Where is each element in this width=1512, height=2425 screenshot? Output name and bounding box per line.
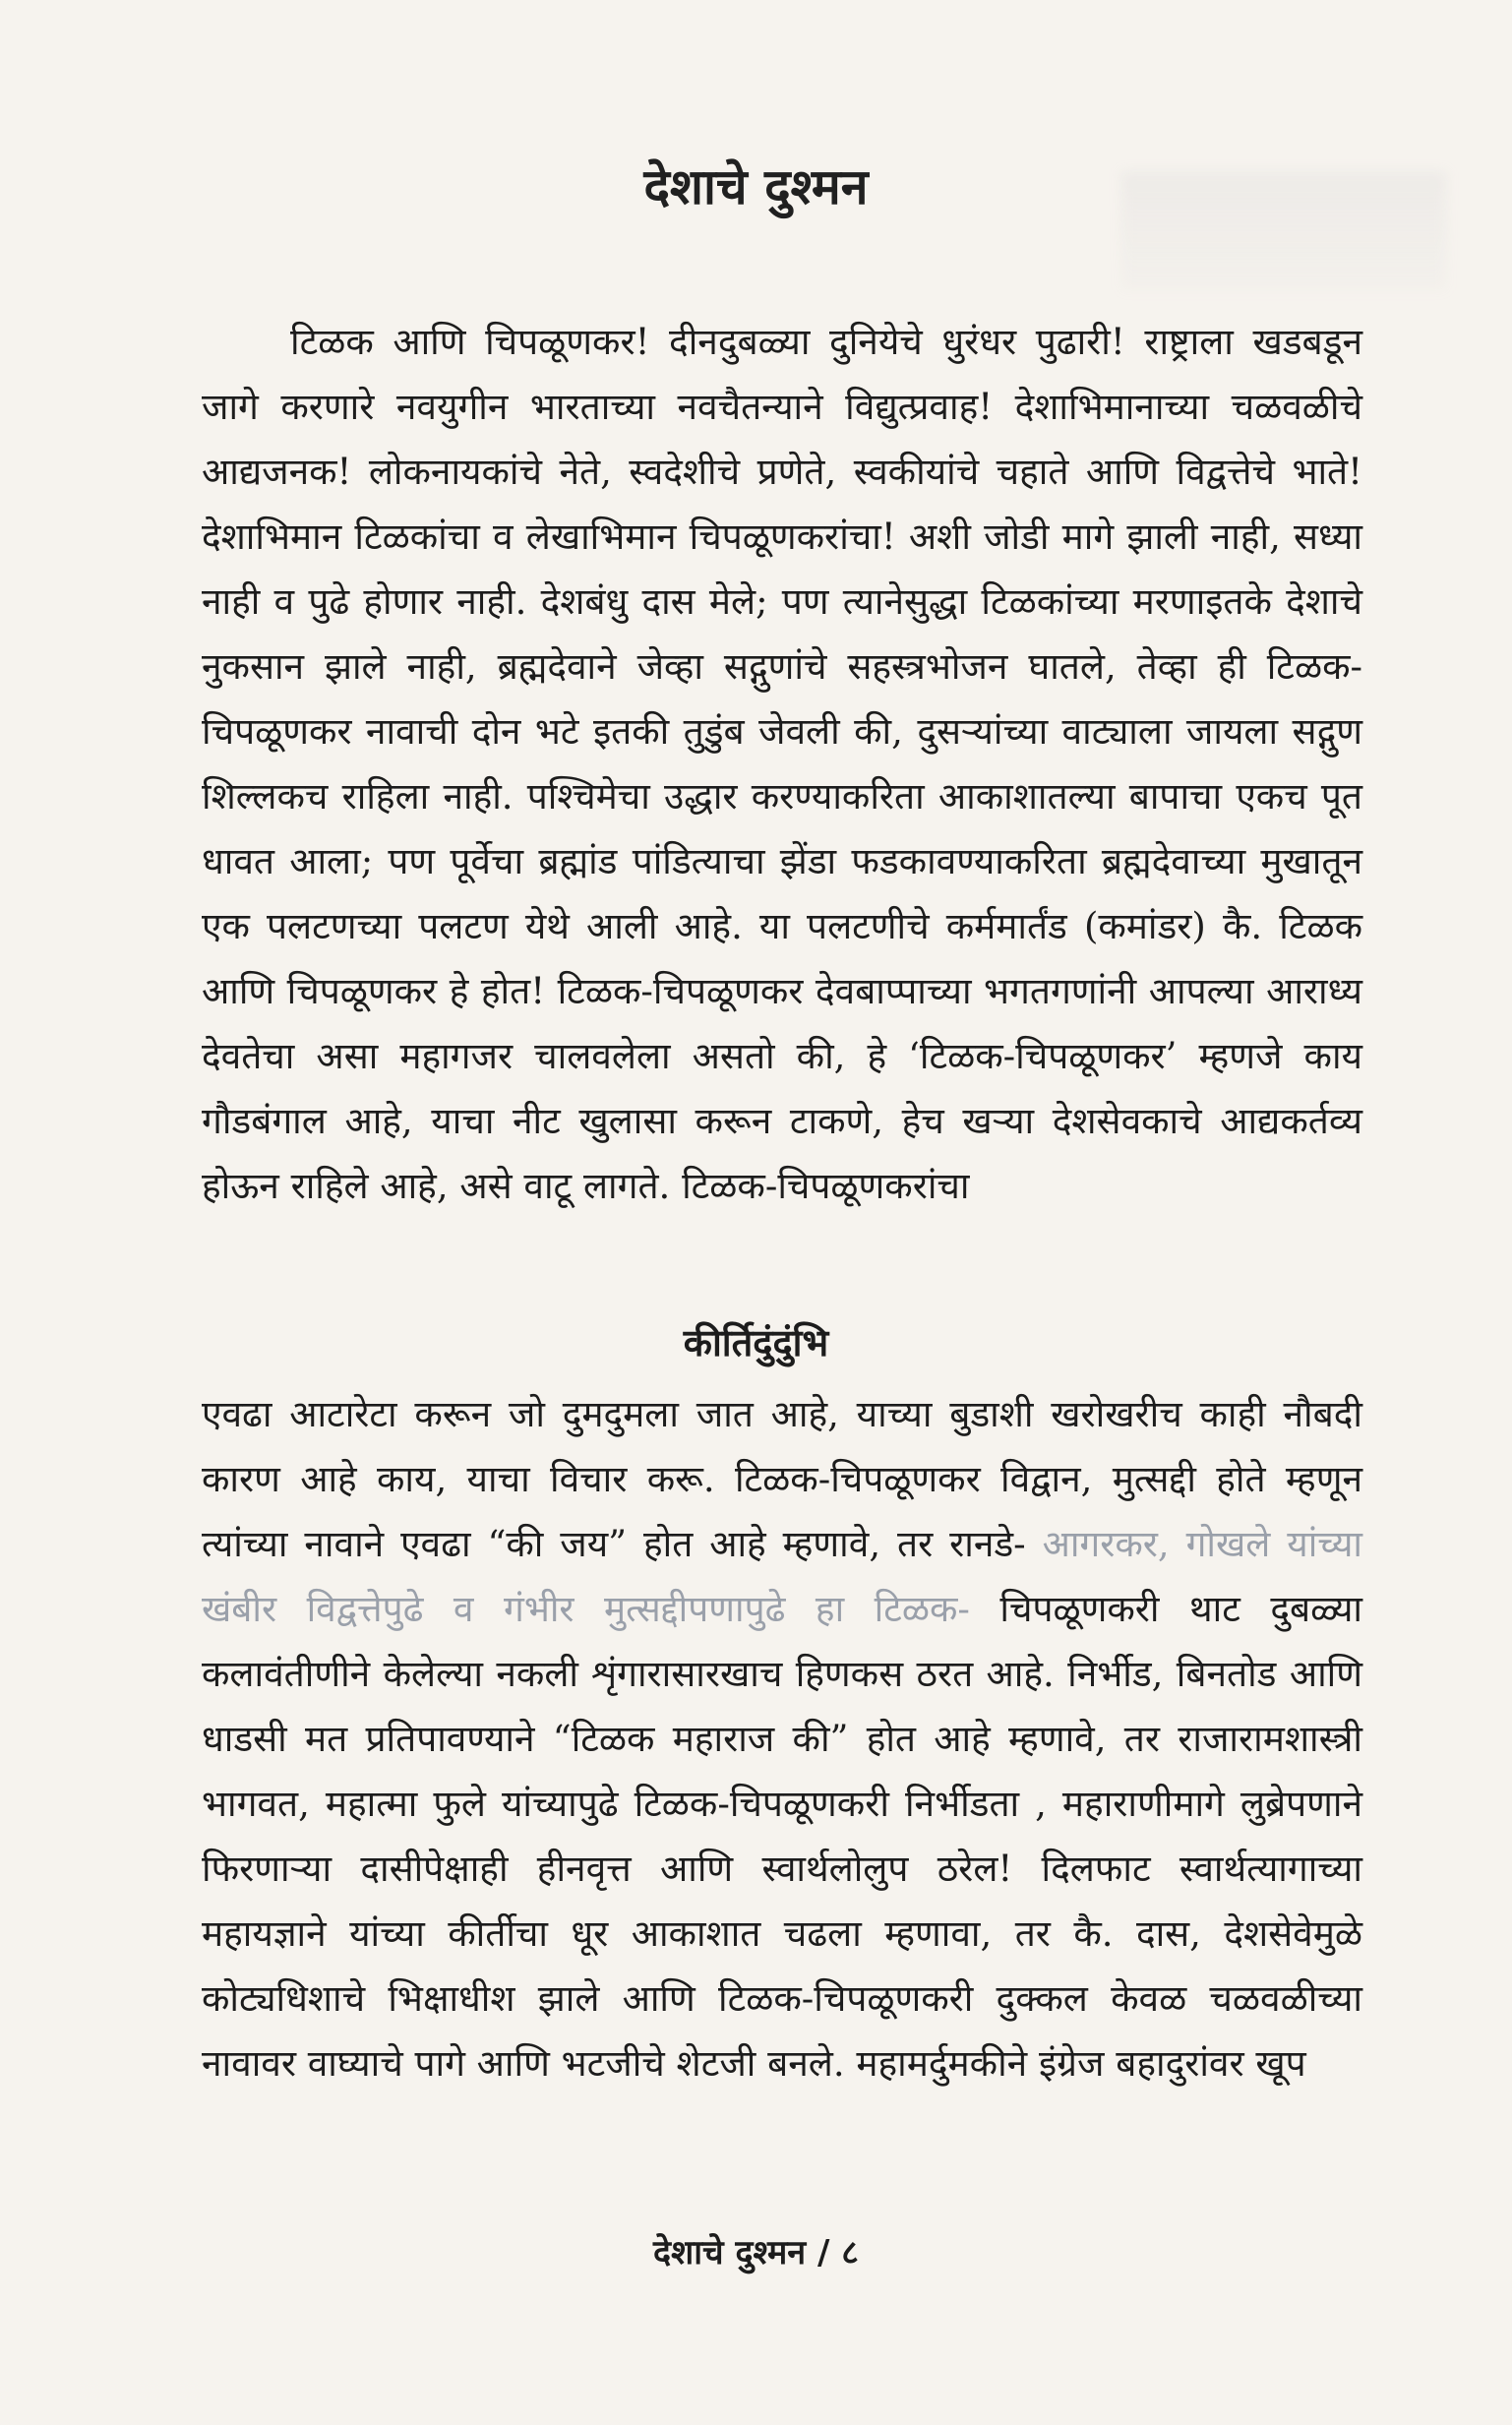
paragraph-2-text-end: चिपळूणकरी थाट दुबळ्या कलावंतीणीने केलेल्या नकली शृंगारासारखाच हिणकस ठरत आहे. निर्भीड, बिनतोड आणि धाडसी मत प्रतिपावण्याने “टिळक महाराज की” होत आहे म्हणावे, तर राजारामशास्त्री भागवत, महात्मा फुले यांच्यापुढे टिळक-चिपळूणकरी निर्भीडता , महाराणीमागे लुब्रेपणाने फिरणाऱ्या दासीपेक्षाही हीनवृत्त आणि स्वार्थलोलुप ठरेल! दिलफाट स्वार्थत्यागाच्या महायज्ञाने यांच्या कीर्तीचा धूर आकाशात चढला म्हणावा, तर कै. दास, देशसेवेमुळे कोट्यधिशाचे भिक्षाधीश झाले आणि टिळक-चिपळूणकरी दुक्कल केवळ चळवळीच्या नावावर वाघ्याचे पागे आणि भटजीचे शेटजी बनले. महामर्दुमकीने इंग्रेज बहादुरांवर खूप — [202, 1588, 1363, 2085]
page-title: देशाचे दुश्मन — [643, 158, 869, 215]
paragraph-2-faded-line: आगरकर, गोखले यांच्या खंबीर विद्वत्तेपुढे व गंभीर मुत्सद्दीपणापुढे हा टिळक- — [202, 1523, 1362, 1630]
paragraph-2-text-start: एवढा आटारेटा करून जो दुमदुमला जात आहे, याच्या बुडाशी खरोखरीच काही नौबदी कारण आहे काय, याचा विचार करू. टिळक-चिपळूणकर विद्वान, मुत्सद्दी होते म्हणून त्यांच्या नावाने एवढा “की जय” होत आहे म्हणावे, तर रानडे- — [202, 1393, 1362, 1565]
paragraph-2 — [202, 1382, 1362, 2096]
section-heading: कीर्तिदुंदुंभि — [683, 1321, 829, 1364]
paragraph-1: टिळक आणि चिपळूणकर! दीनदुबळ्या दुनियेचे धुरंधर पुढारी! राष्ट्राला खडबडून जागे करणारे नवयुगीन भारताच्या नवचैतन्याने विद्युत्प्रवाह! देशाभिमानाच्या चळवळीचे आद्यजनक! लोकनायकांचे नेते, स्वदेशीचे प्रणेते, स्वकीयांचे चहाते आणि विद्वत्तेचे भाते! देशाभिमान टिळकांचा व लेखाभिमान चिपळूणकरांचा! अशी जोडी मागे झाली नाही, सध्या नाही व पुढे होणार नाही. देशबंधु दास मेले; पण त्यानेसुद्धा टिळकांच्या मरणाइतके देशाचे नुकसान झाले नाही, ब्रह्मदेवाने जेव्हा सद्गुणांचे सहस्त्रभोजन घातले, तेव्हा ही टिळक-चिपळूणकर नावाची दोन भटे इतकी तुडुंब जेवली की, दुसऱ्यांच्या वाट्याला जायला सद्गुण शिल्लकच राहिला नाही. पश्चिमेचा उद्धार करण्याकरिता आकाशातल्या बापाचा एकच पूत धावत आला; पण पूर्वेचा ब्रह्मांड पांडित्याचा झेंडा फडकावण्याकरिता ब्रह्मदेवाच्या मुखातून एक पलटणच्या पलटण येथे आली आहे. या पलटणीचे कर्ममार्तंड (कमांडर) कै. टिळक आणि चिपळूणकर हे होत! टिळक-चिपळूणकर देवबाप्पाच्या भगतगणांनी आपल्या आराध्य देवतेचा असा महागजर चालवलेला असतो की, हे ‘टिळक-चिपळूणकर’ म्हणजे काय गौडबंगाल आहे, याचा नीट खुलासा करून टाकणे, हेच खऱ्या देशसेवकाचे आद्यकर्तव्य होऊन राहिले आहे, असे वाटू लागते. टिळक-चिपळूणकरांचा — [202, 321, 1362, 1207]
page-footer: देशाचे दुश्मन / ८ — [653, 2233, 859, 2273]
